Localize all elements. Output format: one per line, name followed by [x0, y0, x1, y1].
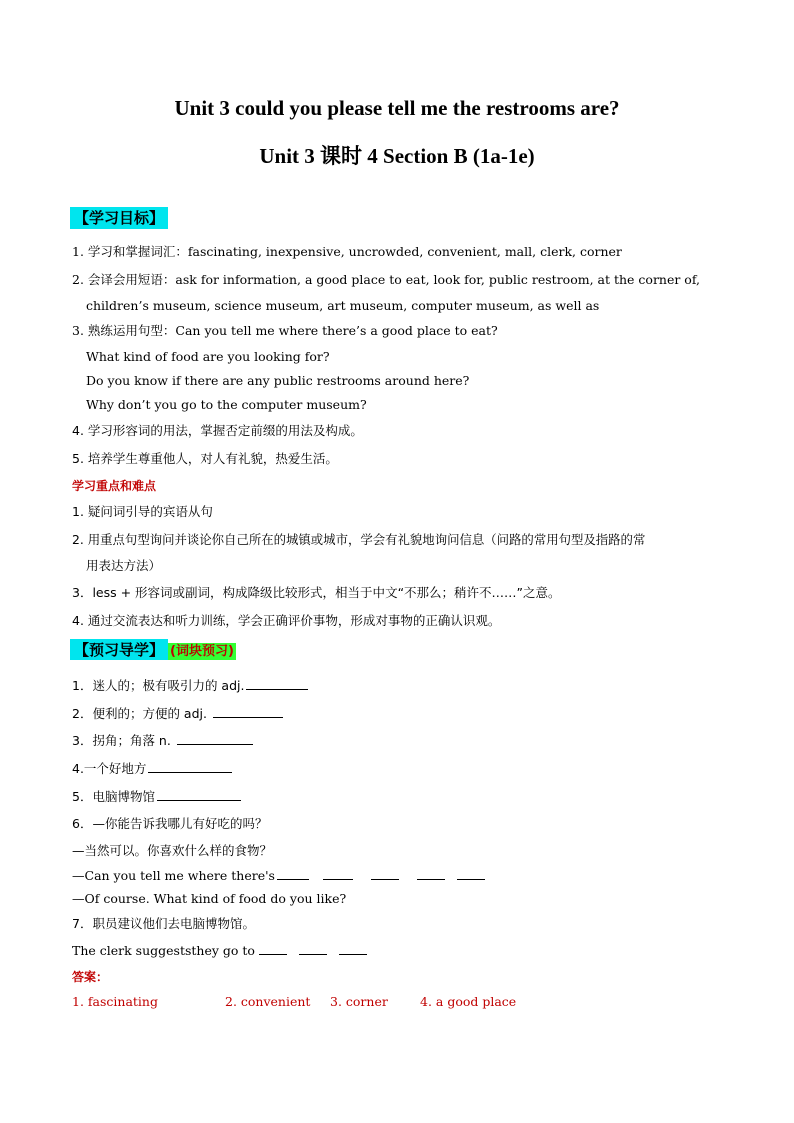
q2-text: 2．便利的；方便的 adj.	[72, 706, 207, 721]
q4-text: 4.一个好地方	[72, 761, 147, 776]
q7-blank-2[interactable]	[299, 942, 327, 955]
focus-1: 1. 疑问词引导的宾语从句	[72, 504, 213, 519]
preview-q6-en-2: —Of course. What kind of food do you like?	[72, 891, 347, 906]
preview-q4	[72, 760, 232, 778]
goal-5: 5. 培养学生尊重他人，对人有礼貌，热爱生活。	[72, 451, 338, 466]
focus-4: 4. 通过交流表达和听力训练，学会正确评价事物，形成对事物的正确认识观。	[72, 613, 501, 628]
goal-4: 4. 学习形容词的用法，掌握否定前缀的用法及构成。	[72, 423, 363, 438]
q6-blank-1[interactable]	[277, 867, 309, 880]
focus-2-line-1: 2. 用重点句型询问并谈论你自己所在的城镇或城市，学会有礼貌地询问信息（问路的常用句型及指路的常	[72, 532, 646, 547]
section-label-learning-goals: 【学习目标】	[70, 207, 168, 229]
preview-q6-en-1	[72, 867, 485, 885]
preview-q1	[72, 677, 308, 695]
goal-3-line-4: Why don’t you go to the computer museum?	[86, 397, 367, 412]
q5-text: 5．电脑博物馆	[72, 789, 155, 804]
answers-heading: 答案：	[72, 970, 109, 984]
q7-en-text: The clerk suggeststhey go to	[72, 943, 255, 958]
goal-1: 1. 学习和掌握词汇：fascinating, inexpensive, uncrowded, convenient, mall, clerk, corner	[72, 244, 622, 259]
q1-text: 1．迷人的；极有吸引力的 adj.	[72, 678, 245, 693]
goal-3-line-2: What kind of food are you looking for?	[86, 349, 330, 364]
focus-2-line-2: 用表达方法）	[86, 558, 162, 573]
section-label-preview: 【预习导学】	[70, 639, 168, 660]
preview-section-header	[70, 640, 236, 660]
preview-hint-badge: (词块预习)	[170, 644, 234, 659]
focus-heading: 学习重点和难点	[72, 479, 157, 493]
preview-q5	[72, 788, 241, 806]
q6-blank-5[interactable]	[457, 867, 485, 880]
preview-q2	[72, 705, 283, 723]
answer-3: 3. corner	[330, 994, 388, 1009]
q5-blank[interactable]	[157, 788, 241, 801]
goal-3-line-1: 3. 熟练运用句型：Can you tell me where there’s a good place to eat?	[72, 323, 498, 338]
q7-blank-3[interactable]	[339, 942, 367, 955]
q6-en-1-text: —Can you tell me where there's	[72, 868, 275, 883]
preview-q3	[72, 732, 253, 750]
q6-blank-3[interactable]	[371, 867, 399, 880]
goal-2-line-2: children’s museum, science museum, art museum, computer museum, as well as	[86, 298, 600, 313]
preview-q7-en	[72, 942, 367, 960]
q6-blank-4[interactable]	[417, 867, 445, 880]
answer-1: 1. fascinating	[72, 994, 158, 1009]
answer-2: 2. convenient	[225, 994, 311, 1009]
preview-q6-zh-1: 6．—你能告诉我哪儿有好吃的吗？	[72, 816, 268, 831]
q1-blank[interactable]	[246, 677, 308, 690]
preview-q6-zh-2: —当然可以。你喜欢什么样的食物？	[72, 843, 273, 858]
q3-text: 3．拐角；角落 n.	[72, 733, 171, 748]
preview-q7-zh: 7．职员建议他们去电脑博物馆。	[72, 916, 255, 931]
answer-4: 4. a good place	[420, 994, 517, 1009]
q6-blank-2[interactable]	[323, 867, 353, 880]
focus-3: 3．less + 形容词或副词，构成降级比较形式，相当于中文“不那么；稍许不……”之意。	[72, 585, 561, 600]
q4-blank[interactable]	[148, 760, 232, 773]
q7-blank-1[interactable]	[259, 942, 287, 955]
q2-blank[interactable]	[213, 705, 283, 718]
goal-3-line-3: Do you know if there are any public restrooms around here?	[86, 373, 470, 388]
goal-2-line-1: 2. 会译会用短语：ask for information, a good place to eat, look for, public restroom, at the corner of,	[72, 272, 700, 287]
q3-blank[interactable]	[177, 732, 253, 745]
page-subtitle: Unit 3 课时 4 Section B (1a-1e)	[259, 144, 535, 168]
page-title: Unit 3 could you please tell me the restrooms are?	[174, 96, 620, 120]
